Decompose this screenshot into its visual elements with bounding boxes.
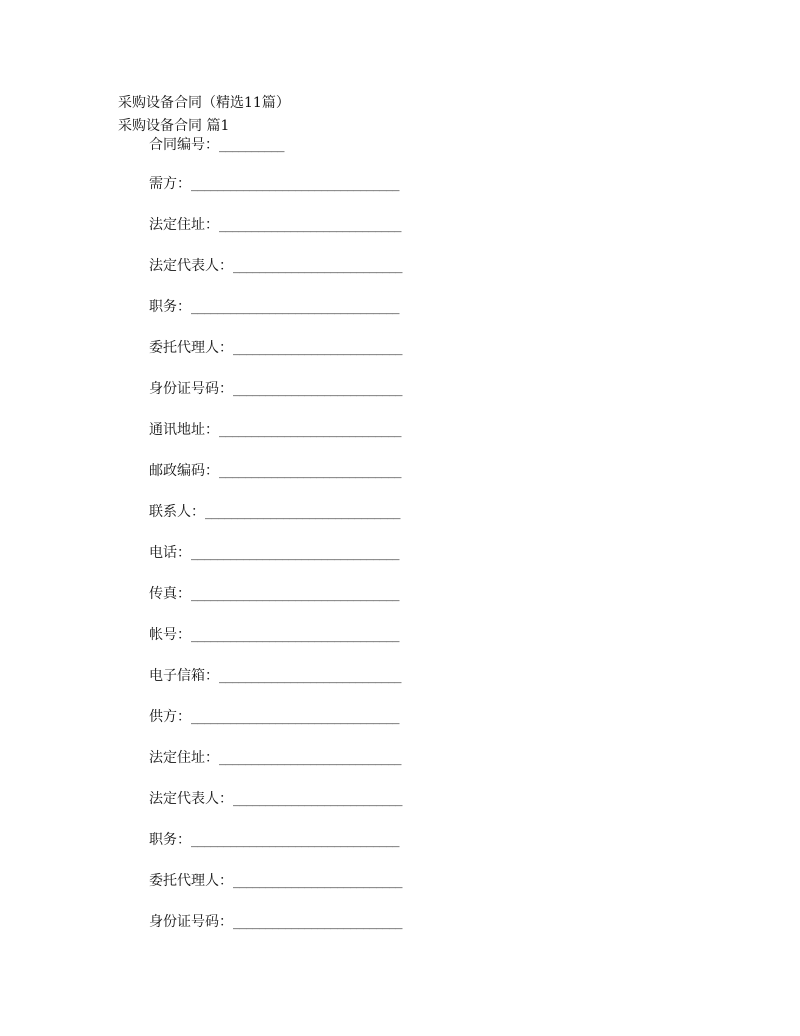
field-buyer-agent xyxy=(149,339,449,380)
field-blank-line: ________________________________ xyxy=(191,709,399,725)
field-buyer-contact xyxy=(149,503,449,544)
field-blank-line: ________________________________ xyxy=(191,176,399,192)
field-blank-line: __________________________ xyxy=(233,914,402,930)
field-label: 身份证号码： xyxy=(149,381,233,397)
field-blank-line: ________________________________ xyxy=(191,299,399,315)
field-supplier-id-number xyxy=(149,913,449,954)
field-buyer-mailing-address xyxy=(149,421,449,462)
field-buyer-email xyxy=(149,667,449,708)
field-supplier-legal-address xyxy=(149,749,449,790)
field-label: 委托代理人： xyxy=(149,340,233,356)
field-label: 法定代表人： xyxy=(149,258,233,274)
field-buyer xyxy=(149,175,449,216)
field-blank-line: __________________________ xyxy=(233,258,402,274)
field-label: 供方： xyxy=(149,709,191,725)
field-label: 需方： xyxy=(149,176,191,192)
document-subtitle: 采购设备合同 篇1 xyxy=(118,118,230,134)
field-blank-line: ______________________________ xyxy=(205,504,400,520)
field-blank-line: __________ xyxy=(219,137,284,153)
field-label: 联系人： xyxy=(149,504,205,520)
field-supplier-legal-representative xyxy=(149,790,449,831)
document-title: 采购设备合同（精选11篇） xyxy=(118,95,290,111)
field-blank-line: __________________________ xyxy=(233,791,402,807)
field-blank-line: ________________________________ xyxy=(191,832,399,848)
field-buyer-account xyxy=(149,626,449,667)
field-label: 通讯地址： xyxy=(149,422,219,438)
contract-field-list xyxy=(149,136,449,954)
field-label: 邮政编码： xyxy=(149,463,219,479)
field-label: 电子信箱： xyxy=(149,668,219,684)
field-supplier xyxy=(149,708,449,749)
field-blank-line: __________________________ xyxy=(233,381,402,397)
field-buyer-position xyxy=(149,298,449,339)
field-blank-line: ____________________________ xyxy=(219,668,401,684)
field-buyer-phone xyxy=(149,544,449,585)
field-blank-line: __________________________ xyxy=(233,873,402,889)
field-label: 合同编号： xyxy=(149,137,219,153)
field-supplier-position xyxy=(149,831,449,872)
field-label: 传真： xyxy=(149,586,191,602)
field-label: 法定住址： xyxy=(149,217,219,233)
field-label: 委托代理人： xyxy=(149,873,233,889)
field-supplier-agent xyxy=(149,872,449,913)
field-blank-line: ____________________________ xyxy=(219,422,401,438)
field-buyer-legal-representative xyxy=(149,257,449,298)
field-label: 职务： xyxy=(149,299,191,315)
field-buyer-id-number xyxy=(149,380,449,421)
field-label: 法定住址： xyxy=(149,750,219,766)
field-label: 身份证号码： xyxy=(149,914,233,930)
field-blank-line: ________________________________ xyxy=(191,545,399,561)
field-label: 帐号： xyxy=(149,627,191,643)
field-buyer-fax xyxy=(149,585,449,626)
field-label: 职务： xyxy=(149,832,191,848)
field-buyer-postal-code xyxy=(149,462,449,503)
field-blank-line: ____________________________ xyxy=(219,217,401,233)
field-blank-line: ________________________________ xyxy=(191,586,399,602)
field-label: 电话： xyxy=(149,545,191,561)
field-contract-number xyxy=(149,136,449,175)
field-blank-line: __________________________ xyxy=(233,340,402,356)
field-label: 法定代表人： xyxy=(149,791,233,807)
field-blank-line: ____________________________ xyxy=(219,463,401,479)
field-buyer-legal-address xyxy=(149,216,449,257)
field-blank-line: ________________________________ xyxy=(191,627,399,643)
field-blank-line: ____________________________ xyxy=(219,750,401,766)
